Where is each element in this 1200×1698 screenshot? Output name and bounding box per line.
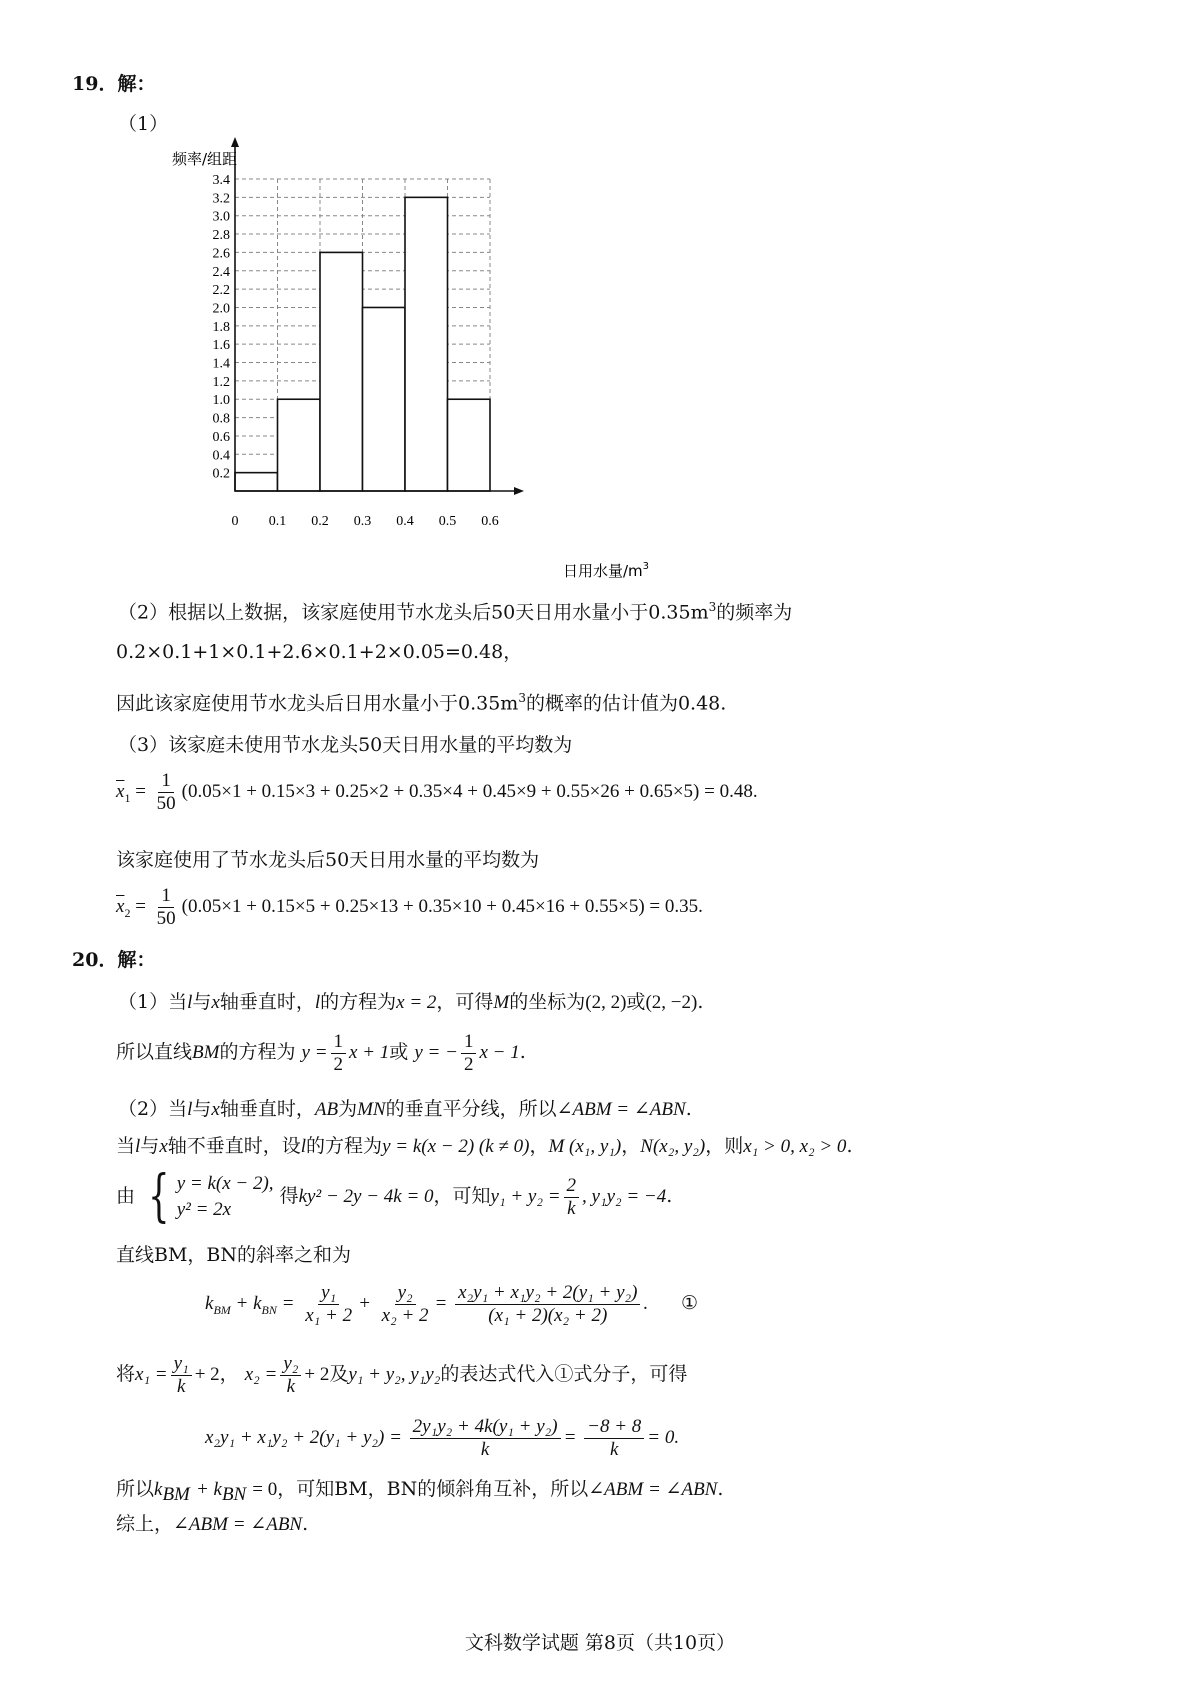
x-tick-label-6: 0.6: [481, 514, 499, 529]
q20-part2: （2）当l与x轴垂直时，AB为MN的垂直平分线，所以∠ABM = ∠ABN.: [118, 1098, 692, 1120]
histogram-bar-3: [363, 307, 406, 491]
q20-so-line: 所以$k_{BM} + k_{BN} = 0$，可知BM，BN的倾斜角互补，所以∠ABM = ∠ABN.: [116, 1478, 724, 1505]
chart-y-axis-label: 频率/组距: [172, 150, 238, 168]
x-tick-label-5: 0.5: [438, 514, 457, 529]
x-tick-label-2: 0.2: [311, 514, 329, 529]
histogram-chart: [150, 135, 670, 595]
y-tick-label-9: 2.0: [212, 301, 230, 317]
y-tick-label-3: 0.8: [212, 411, 230, 427]
y-tick-label-1: 0.4: [212, 448, 230, 464]
q20-slope-sum-formula: $k_{BM} + k_{BN}$ = $\frac{\text{y₁}}{\text{x₁ + 2}}$ + $\frac{\text{y₂}}{\text{x₂ + 2}}$ = $\frac{\text{x₂y₁ + x₁y₂ + 2(y₁ + y₂)}}{\text{(x₁ + 2)(x₂ + 2)}}$ . ①: [205, 1282, 699, 1327]
y-tick-label-6: 1.4: [212, 356, 230, 372]
histogram-bar-1: [278, 399, 321, 491]
x-tick-label-3: 0.3: [353, 514, 372, 529]
chart-x-ticks: [232, 514, 499, 529]
equation-system: { y = k(x − 2), y² = 2x: [148, 1164, 274, 1229]
y-tick-label-10: 2.2: [212, 283, 230, 299]
y-tick-label-2: 0.6: [212, 429, 230, 445]
x-tick-label-0: 0: [231, 514, 239, 529]
q19-mean2-formula: $\overline{x}_2$ = $\frac{1}{50}$ (0.05×1 + 0.15×5 + 0.25×13 + 0.35×10 + 0.45×16 + 0.55×5) = 0.35.: [116, 885, 703, 930]
chart-x-axis-label-sup: 3: [642, 561, 650, 572]
q20-heading: 20．解：: [72, 949, 156, 971]
q20-final: 综上，∠ABM = ∠ABN.: [116, 1513, 309, 1535]
y-tick-label-0: 0.2: [212, 466, 230, 482]
histogram-bar-0: [235, 473, 278, 491]
y-tick-label-14: 3.0: [212, 209, 230, 225]
y-tick-label-15: 3.2: [212, 191, 230, 207]
q19-part2-calc: 0.2×0.1+1×0.1+2.6×0.1+2×0.05=0.48，: [116, 641, 523, 663]
histogram-bar-4: [405, 197, 448, 491]
x-tick-label-4: 0.4: [396, 514, 414, 529]
y-tick-label-7: 1.6: [212, 338, 230, 354]
q20-bm-equations: 所以直线BM的方程为 y = $\frac{1}{2}$ x + 1或 y = − $\frac{1}{2}$ x − 1.: [116, 1030, 526, 1075]
q19-part2-line1: （2）根据以上数据，该家庭使用节水龙头后50天日用水量小于$0.35m^3$的频率为: [118, 600, 793, 624]
q20-numerator-formula: x₂y₁ + x₁y₂ + 2(y₁ + y₂) = $\frac{\text{2y₁y₂ + 4k(y₁ + y₂)}}{k}$ = $\frac{-8 + 8}{k}$ = 0.: [205, 1416, 680, 1461]
q19-part2-conclusion: 因此该家庭使用节水龙头后日用水量小于$0.35m^3$的概率的估计值为0.48.: [116, 691, 727, 715]
y-tick-label-13: 2.8: [212, 228, 230, 244]
histogram-bar-5: [448, 399, 491, 491]
q19-mean1-formula: $\overline{x}_1$ = $\frac{1}{50}$ (0.05×1 + 0.15×3 + 0.25×2 + 0.35×4 + 0.45×9 + 0.55×26 + 0.65×5) = 0.48.: [116, 770, 758, 815]
chart-y-ticks: [213, 173, 231, 482]
q19-mean2-intro: 该家庭使用了节水龙头后50天日用水量的平均数为: [116, 849, 540, 871]
histogram-bar-2: [320, 252, 363, 491]
q19-heading: 19．解：: [72, 73, 156, 95]
y-tick-label-16: 3.4: [212, 173, 230, 188]
q20-part3: 当l与x轴不垂直时，设l的方程为y = k(x − 2) (k ≠ 0)，M (x₁, y₁)，N(x₂, y₂)，则x₁ > 0, x₂ > 0.: [116, 1135, 853, 1157]
x-axis-arrow: [514, 487, 524, 495]
q20-part1: （1）当l与x轴垂直时，l的方程为x = 2，可得M的坐标为(2, 2)或(2, −2).: [118, 991, 704, 1013]
chart-x-axis-label-text: 日用水量/m: [563, 562, 643, 580]
x-tick-label-1: 0.1: [268, 514, 287, 529]
q19-part3-intro: （3）该家庭未使用节水龙头50天日用水量的平均数为: [118, 734, 573, 756]
y-tick-label-8: 1.8: [212, 319, 230, 335]
q19-part1-label: （1）: [118, 113, 169, 135]
q20-slope-intro: 直线BM，BN的斜率之和为: [116, 1244, 352, 1266]
y-tick-label-11: 2.4: [212, 264, 230, 280]
y-tick-label-4: 1.0: [212, 393, 230, 409]
y-axis-arrow: [231, 137, 239, 147]
y-tick-label-5: 1.2: [212, 374, 230, 390]
page-footer: 文科数学试题 第8页（共10页）: [464, 1632, 736, 1654]
chart-x-axis-label: [563, 561, 649, 580]
q20-substitution: 将x₁ = $\frac{\text{y₁}}{k}$ + 2， x₂ = $\frac{\text{y₂}}{k}$ + 2及y₁ + y₂, y₁y₂的表达式代入①式分子，可得: [116, 1352, 688, 1397]
q20-system: 由 { y = k(x − 2), y² = 2x 得ky² − 2y − 4k = 0，可知y₁ + y₂ = $\frac{2}{k}$ , y₁y₂ = −4.: [116, 1164, 673, 1229]
y-tick-label-12: 2.6: [212, 246, 230, 262]
